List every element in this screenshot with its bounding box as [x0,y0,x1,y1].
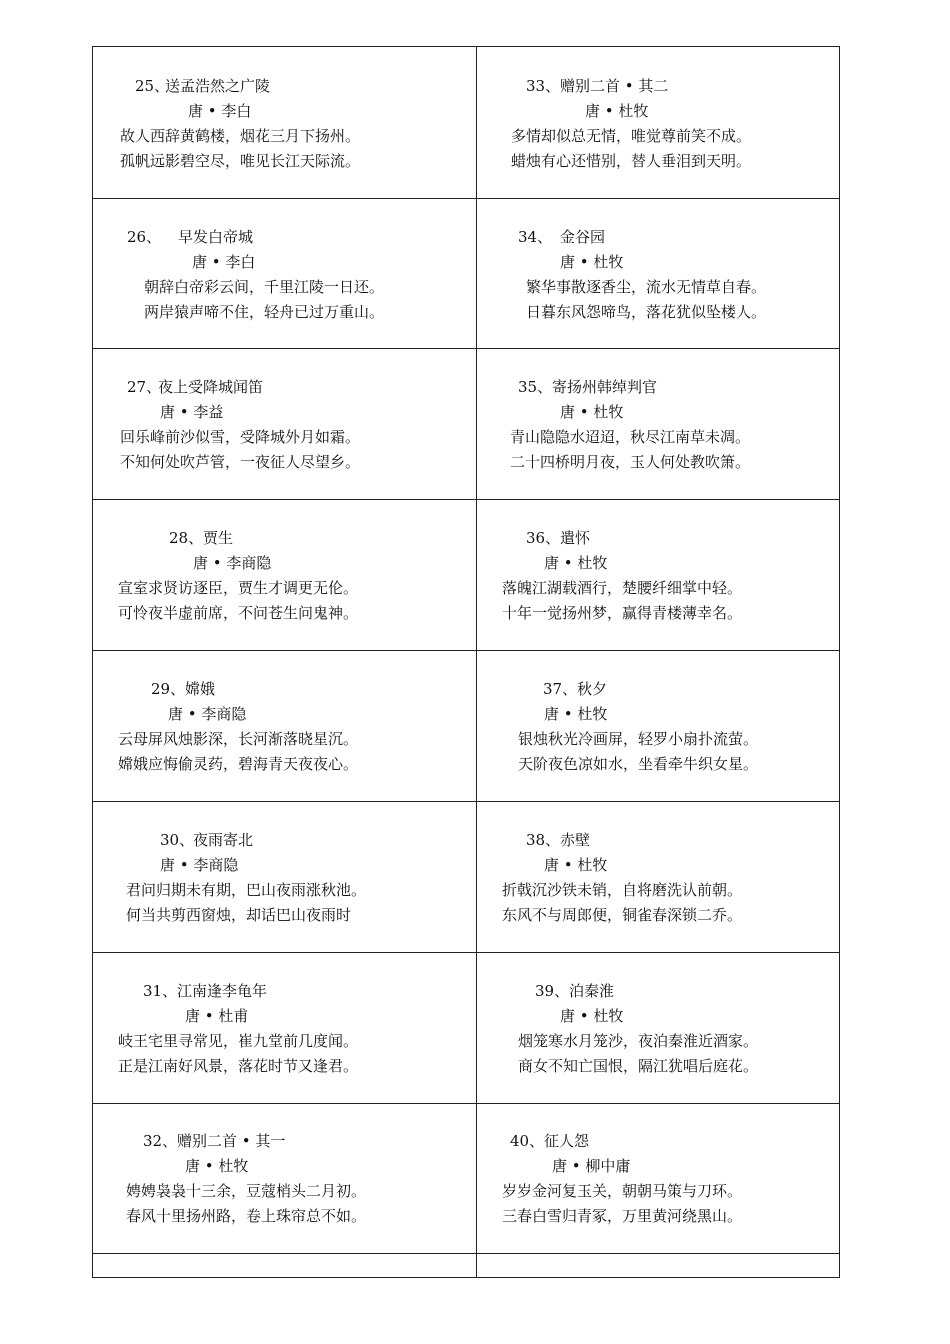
poem-line: 春风十里扬州路，卷上珠帘总不如。 [126,1207,367,1225]
poem-line: 正是江南好风景，落花时节又逢君。 [118,1057,359,1075]
poem-line: 多情却似总无情，唯觉尊前笑不成。 [511,127,752,145]
poem-line: 君问归期未有期，巴山夜雨涨秋池。 [126,881,367,899]
poem-number: 28、 [169,529,204,547]
poem-title: 早发白帝城 [178,228,254,246]
poem-number: 36、 [526,529,561,547]
poem-line: 宣室求贤访逐臣，贾生才调更无伦。 [118,579,359,597]
poem-number: 38、 [526,831,561,849]
poem-number: 35、 [518,378,553,396]
poem-number: 31、 [143,982,178,1000]
poem-author: 唐 • 杜牧 [185,1157,249,1175]
poem-title: 贾生 [203,529,234,547]
poem-line: 银烛秋光冷画屏，轻罗小扇扑流萤。 [518,730,759,748]
poem-line: 烟笼寒水月笼沙，夜泊秦淮近酒家。 [518,1032,759,1050]
poem-line: 回乐峰前沙似雪，受降城外月如霜。 [120,428,361,446]
poem-line: 落魄江湖载酒行，楚腰纤细掌中轻。 [502,579,743,597]
poem-author: 唐 • 李商隐 [160,856,239,874]
poem-number: 33、 [526,77,561,95]
poem-line: 故人西辞黄鹤楼，烟花三月下扬州。 [120,127,361,145]
poem-line: 何当共剪西窗烛，却话巴山夜雨时 [126,906,352,924]
poem-line: 天阶夜色凉如水，坐看牵牛织女星。 [518,755,759,773]
poem-title: 征人怨 [544,1132,590,1150]
poem-line: 岁岁金河复玉关，朝朝马策与刀环。 [502,1182,743,1200]
poem-number: 37、 [543,680,578,698]
poem-author: 唐 • 李商隐 [168,705,247,723]
poem-line: 商女不知亡国恨，隔江犹唱后庭花。 [518,1057,759,1075]
row-divider [93,198,839,199]
poem-title: 送孟浩然之广陵 [165,77,271,95]
poem-author: 唐 • 李白 [192,253,256,271]
poem-author: 唐 • 杜牧 [560,253,624,271]
poem-number: 26、 [127,228,162,246]
poem-line: 不知何处吹芦管，一夜征人尽望乡。 [120,453,361,471]
poem-number: 27、 [127,378,162,396]
poem-number: 29、 [151,680,186,698]
poem-line: 可怜夜半虚前席，不问苍生问鬼神。 [118,604,359,622]
poem-line: 日暮东风怨啼鸟，落花犹似坠楼人。 [526,303,767,321]
poem-line: 繁华事散逐香尘，流水无情草自春。 [526,278,767,296]
row-divider [93,952,839,953]
poem-line: 朝辞白帝彩云间，千里江陵一日还。 [144,278,385,296]
poem-table [92,46,840,1278]
poem-line: 孤帆远影碧空尽，唯见长江天际流。 [120,152,361,170]
poem-author: 唐 • 杜牧 [544,856,608,874]
row-divider [93,499,839,500]
row-divider [93,650,839,651]
poem-title: 夜上受降城闻笛 [158,378,264,396]
poem-author: 唐 • 杜牧 [585,102,649,120]
poem-number: 30、 [160,831,195,849]
poem-line: 云母屏风烛影深，长河渐落晓星沉。 [118,730,359,748]
poem-author: 唐 • 李白 [188,102,252,120]
poem-title: 金谷园 [560,228,606,246]
poem-line: 折戟沉沙铁未销，自将磨洗认前朝。 [502,881,743,899]
poem-line: 青山隐隐水迢迢，秋尽江南草未凋。 [510,428,751,446]
column-divider [476,47,477,1277]
poem-line: 三春白雪归青冢，万里黄河绕黑山。 [502,1207,743,1225]
poem-number: 34、 [518,228,553,246]
poem-number: 25、 [135,77,170,95]
poem-title: 赠别二首 • 其一 [177,1132,286,1150]
poem-line: 两岸猿声啼不住，轻舟已过万重山。 [144,303,385,321]
poem-number: 40、 [510,1132,545,1150]
poem-author: 唐 • 李益 [160,403,224,421]
poem-title: 嫦娥 [185,680,216,698]
poem-title: 赤壁 [560,831,591,849]
poem-author: 唐 • 杜牧 [560,403,624,421]
poem-number: 32、 [143,1132,178,1150]
poem-line: 东风不与周郎便，铜雀春深锁二乔。 [502,906,743,924]
row-divider [93,1103,839,1104]
row-divider [93,801,839,802]
poem-author: 唐 • 柳中庸 [552,1157,631,1175]
poem-line: 岐王宅里寻常见，崔九堂前几度闻。 [118,1032,359,1050]
poem-author: 唐 • 杜牧 [544,705,608,723]
poem-line: 十年一觉扬州梦，赢得青楼薄幸名。 [502,604,743,622]
poem-title: 江南逢李龟年 [177,982,268,1000]
poem-author: 唐 • 杜甫 [185,1007,249,1025]
poem-line: 蜡烛有心还惜别，替人垂泪到天明。 [511,152,752,170]
row-divider [93,348,839,349]
poem-title: 秋夕 [577,680,608,698]
poem-title: 遣怀 [560,529,591,547]
poem-line: 二十四桥明月夜，玉人何处教吹箫。 [510,453,751,471]
poem-author: 唐 • 李商隐 [193,554,272,572]
poem-title: 夜雨寄北 [193,831,254,849]
poem-title: 泊秦淮 [569,982,615,1000]
poem-number: 39、 [535,982,570,1000]
row-divider [93,1253,839,1254]
poem-author: 唐 • 杜牧 [544,554,608,572]
poem-title: 寄扬州韩绰判官 [552,378,658,396]
poem-line: 嫦娥应悔偷灵药，碧海青天夜夜心。 [118,755,359,773]
poem-title: 赠别二首 • 其二 [560,77,669,95]
poem-author: 唐 • 杜牧 [560,1007,624,1025]
poem-line: 娉娉袅袅十三余，豆蔻梢头二月初。 [126,1182,367,1200]
